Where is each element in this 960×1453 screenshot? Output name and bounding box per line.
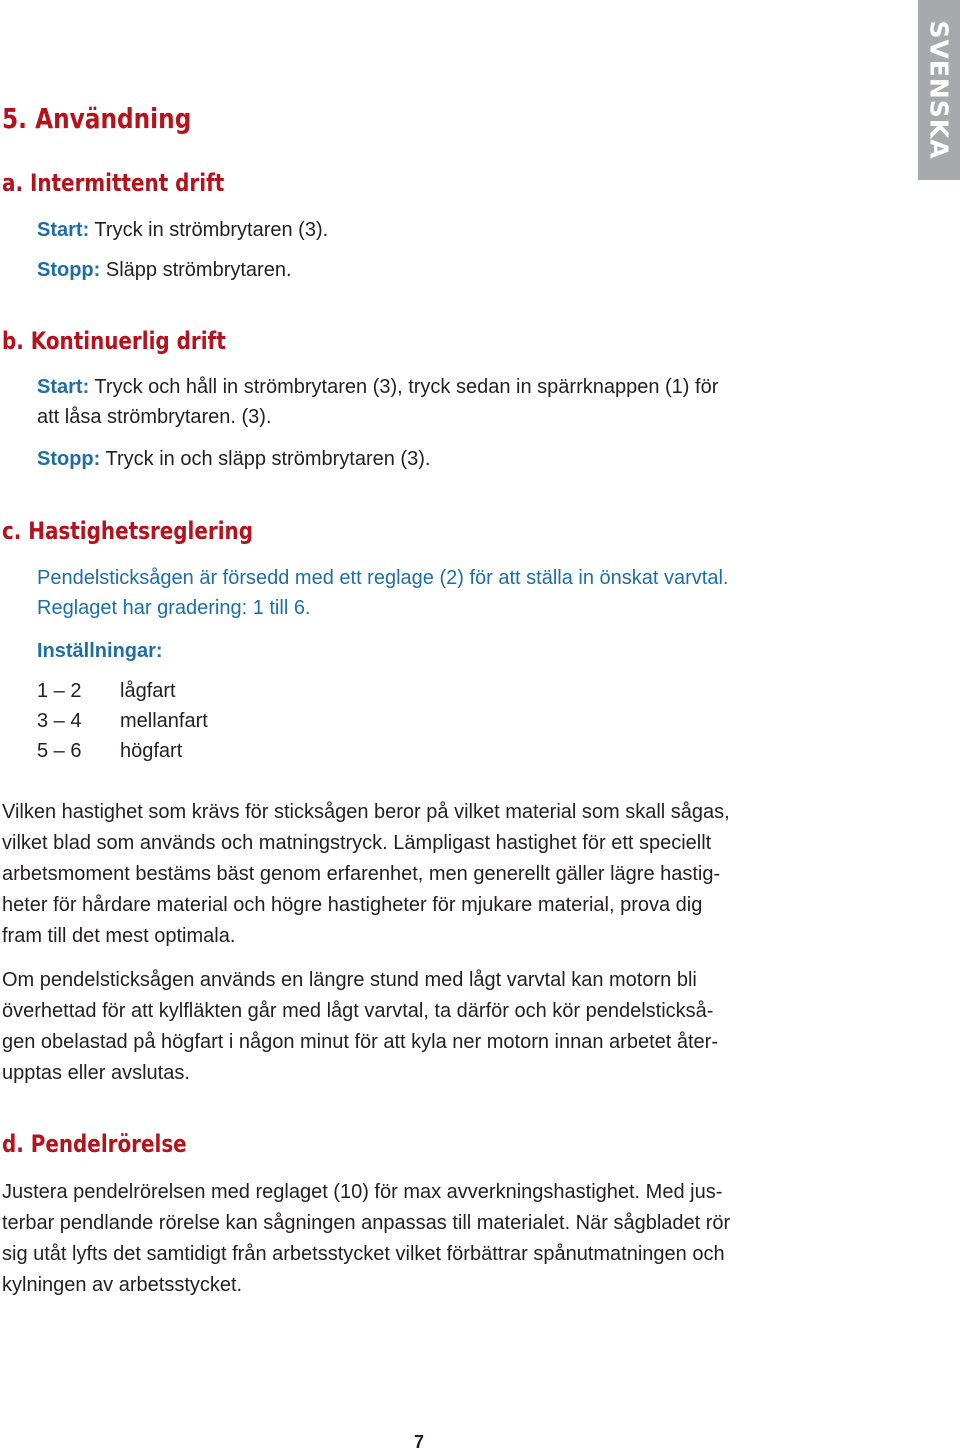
paragraph-line: terbar pendlande rörelse kan sågningen anpassas till materialet. När sågbladet rör bbox=[2, 1212, 731, 1234]
stop-text: Tryck in och släpp strömbrytaren (3). bbox=[100, 448, 431, 470]
section-heading: 5. Användning bbox=[2, 102, 192, 135]
sec-a-start-line bbox=[37, 215, 328, 246]
page-number: 7 bbox=[414, 1432, 425, 1452]
setting-range: 3 – 4 bbox=[37, 710, 82, 732]
paragraph-line: Om pendelsticksågen används en längre stund med lågt varvtal kan motorn bli bbox=[2, 969, 697, 991]
start-label: Start: bbox=[37, 219, 90, 241]
setting-desc: mellanfart bbox=[120, 710, 208, 732]
subsection-d-title: d. Pendelrörelse bbox=[2, 1130, 187, 1158]
language-tab-label: SVENSKA bbox=[924, 20, 954, 160]
paragraph-line: kylningen av arbetsstycket. bbox=[2, 1274, 243, 1296]
paragraph-line: vilket blad som används och matningstryck. Lämpligast hastighet för ett speciellt bbox=[2, 832, 712, 854]
sec-b-stop-line bbox=[37, 444, 430, 475]
sec-b-start-line bbox=[37, 372, 718, 403]
paragraph-line: sig utåt lyfts det samtidigt från arbetsstycket vilket förbättrar spånutmatningen och bbox=[2, 1243, 725, 1265]
setting-range: 5 – 6 bbox=[37, 740, 82, 762]
paragraph-line: heter för hårdare material och högre hastigheter för mjukare material, prova dig bbox=[2, 894, 703, 916]
subsection-a-title: a. Intermittent drift bbox=[2, 169, 225, 197]
settings-label: Inställningar: bbox=[37, 640, 163, 662]
language-tab bbox=[918, 0, 960, 180]
start-text: Tryck och håll in strömbrytaren (3), tryck sedan in spärrknappen (1) för bbox=[89, 376, 719, 398]
paragraph-line: överhettad för att kylfläkten går med lågt varvtal, ta därför och kör pendelstickså- bbox=[2, 1000, 714, 1022]
sec-a-stop-line bbox=[37, 255, 292, 286]
paragraph-line: Justera pendelrörelsen med reglaget (10) för max avverkningshastighet. Med jus- bbox=[2, 1181, 723, 1203]
pendulum-paragraph bbox=[2, 1177, 842, 1301]
setting-desc: lågfart bbox=[120, 680, 176, 702]
subsection-b-title: b. Kontinuerlig drift bbox=[2, 327, 226, 355]
stop-label: Stopp: bbox=[37, 448, 101, 470]
sec-c-intro-2: Reglaget har gradering: 1 till 6. bbox=[37, 597, 311, 619]
sec-b-start-line-2: att låsa strömbrytaren. (3). bbox=[37, 406, 272, 428]
overheat-paragraph bbox=[2, 965, 842, 1089]
setting-desc: högfart bbox=[120, 740, 183, 762]
paragraph-line: upptas eller avslutas. bbox=[2, 1062, 190, 1084]
sec-c-intro-1: Pendelsticksågen är försedd med ett reglage (2) för att ställa in önskat varvtal. bbox=[37, 567, 729, 589]
subsection-c-title: c. Hastighetsreglering bbox=[2, 517, 253, 545]
paragraph-line: fram till det mest optimala. bbox=[2, 925, 236, 947]
paragraph-line: gen obelastad på högfart i någon minut för att kyla ner motorn innan arbetet åter- bbox=[2, 1031, 718, 1053]
speed-paragraph bbox=[2, 797, 842, 952]
paragraph-line: arbetsmoment bestäms bäst genom erfarenhet, men generellt gäller lägre hastig- bbox=[2, 863, 721, 885]
stop-text: Släpp strömbrytaren. bbox=[100, 259, 292, 281]
setting-range: 1 – 2 bbox=[37, 680, 82, 702]
paragraph-line: Vilken hastighet som krävs för sticksågen beror på vilket material som skall sågas, bbox=[2, 801, 730, 823]
start-text: Tryck in strömbrytaren (3). bbox=[89, 219, 329, 241]
stop-label: Stopp: bbox=[37, 259, 101, 281]
start-label: Start: bbox=[37, 376, 90, 398]
